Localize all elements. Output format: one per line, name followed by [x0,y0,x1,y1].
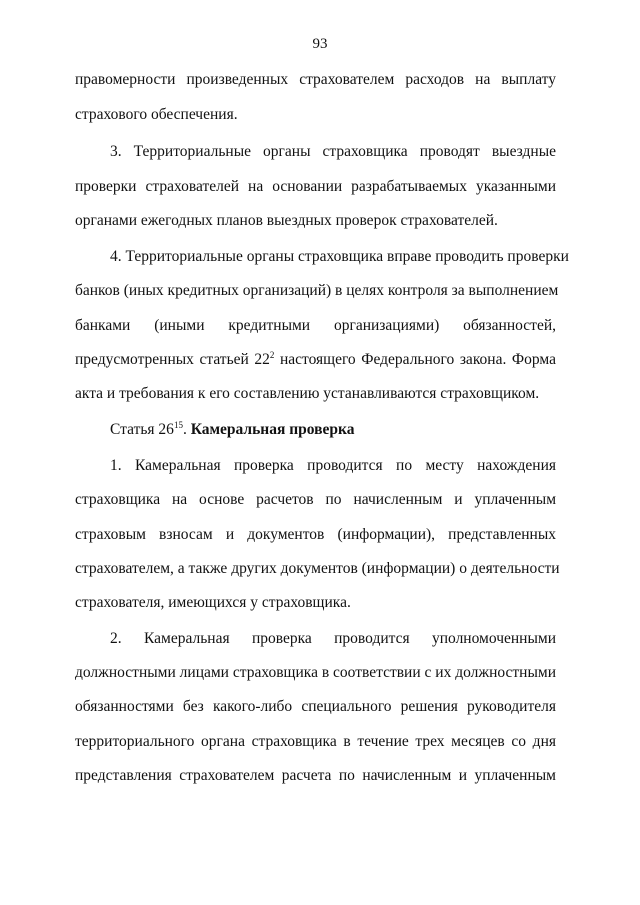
text-line: представления страхователем расчета по начисленным и уплаченным [75,767,556,784]
text-fragment: предусмотренных статьей 22 [75,351,270,368]
article-title: Камеральная проверка [190,421,355,438]
text-line: проверки страхователей на основании разрабатываемых указанными [75,178,556,195]
superscript: 2 [269,349,275,360]
text-line: банков (иных кредитных организаций) в целях контроля за выполнением [75,282,559,299]
text-line: банками (иными кредитными организациями) обязанностей, [75,317,556,334]
text-line: страховщика на основе расчетов по начисленным и уплаченным [75,491,556,508]
text-line: страхователя, имеющихся у страховщика. [75,594,351,611]
text-line: 2. Камеральная проверка проводится уполномоченными [110,630,556,647]
text-line: правомерности произведенных страхователем расходов на выплату [75,71,556,88]
text-line: обязанностями без какого-либо специального решения руководителя [75,698,556,715]
text-line: страхователем, а также других документов (информации) о деятельности [75,560,560,577]
article-heading [110,420,556,440]
text-line: 3. Территориальные органы страховщика проводят выездные [110,143,556,160]
text-line: 1. Камеральная проверка проводится по месту нахождения [110,457,556,474]
text-line: органами ежегодных планов выездных проверок страхователей. [75,212,498,229]
text-line: должностными лицами страховщика в соответствии с их должностными [75,664,556,681]
text-line: территориального органа страховщика в течение трех месяцев со дня [75,733,556,750]
article-number: Статья 26 [110,421,174,438]
text-line: акта и требования к его составлению устанавливаются страховщиком. [75,385,540,402]
text-line: страховым взносам и документов (информации), представленных [75,526,556,543]
text-line: 4. Территориальные органы страховщика вправе проводить проверки [110,248,569,265]
article-number-superscript: 15 [173,419,183,430]
text-line: страхового обеспечения. [75,106,238,123]
page-number: 93 [312,36,328,52]
text-fragment: настоящего Федерального закона. Форма [274,351,557,368]
text-line [75,350,556,370]
article-separator: . [182,421,191,438]
